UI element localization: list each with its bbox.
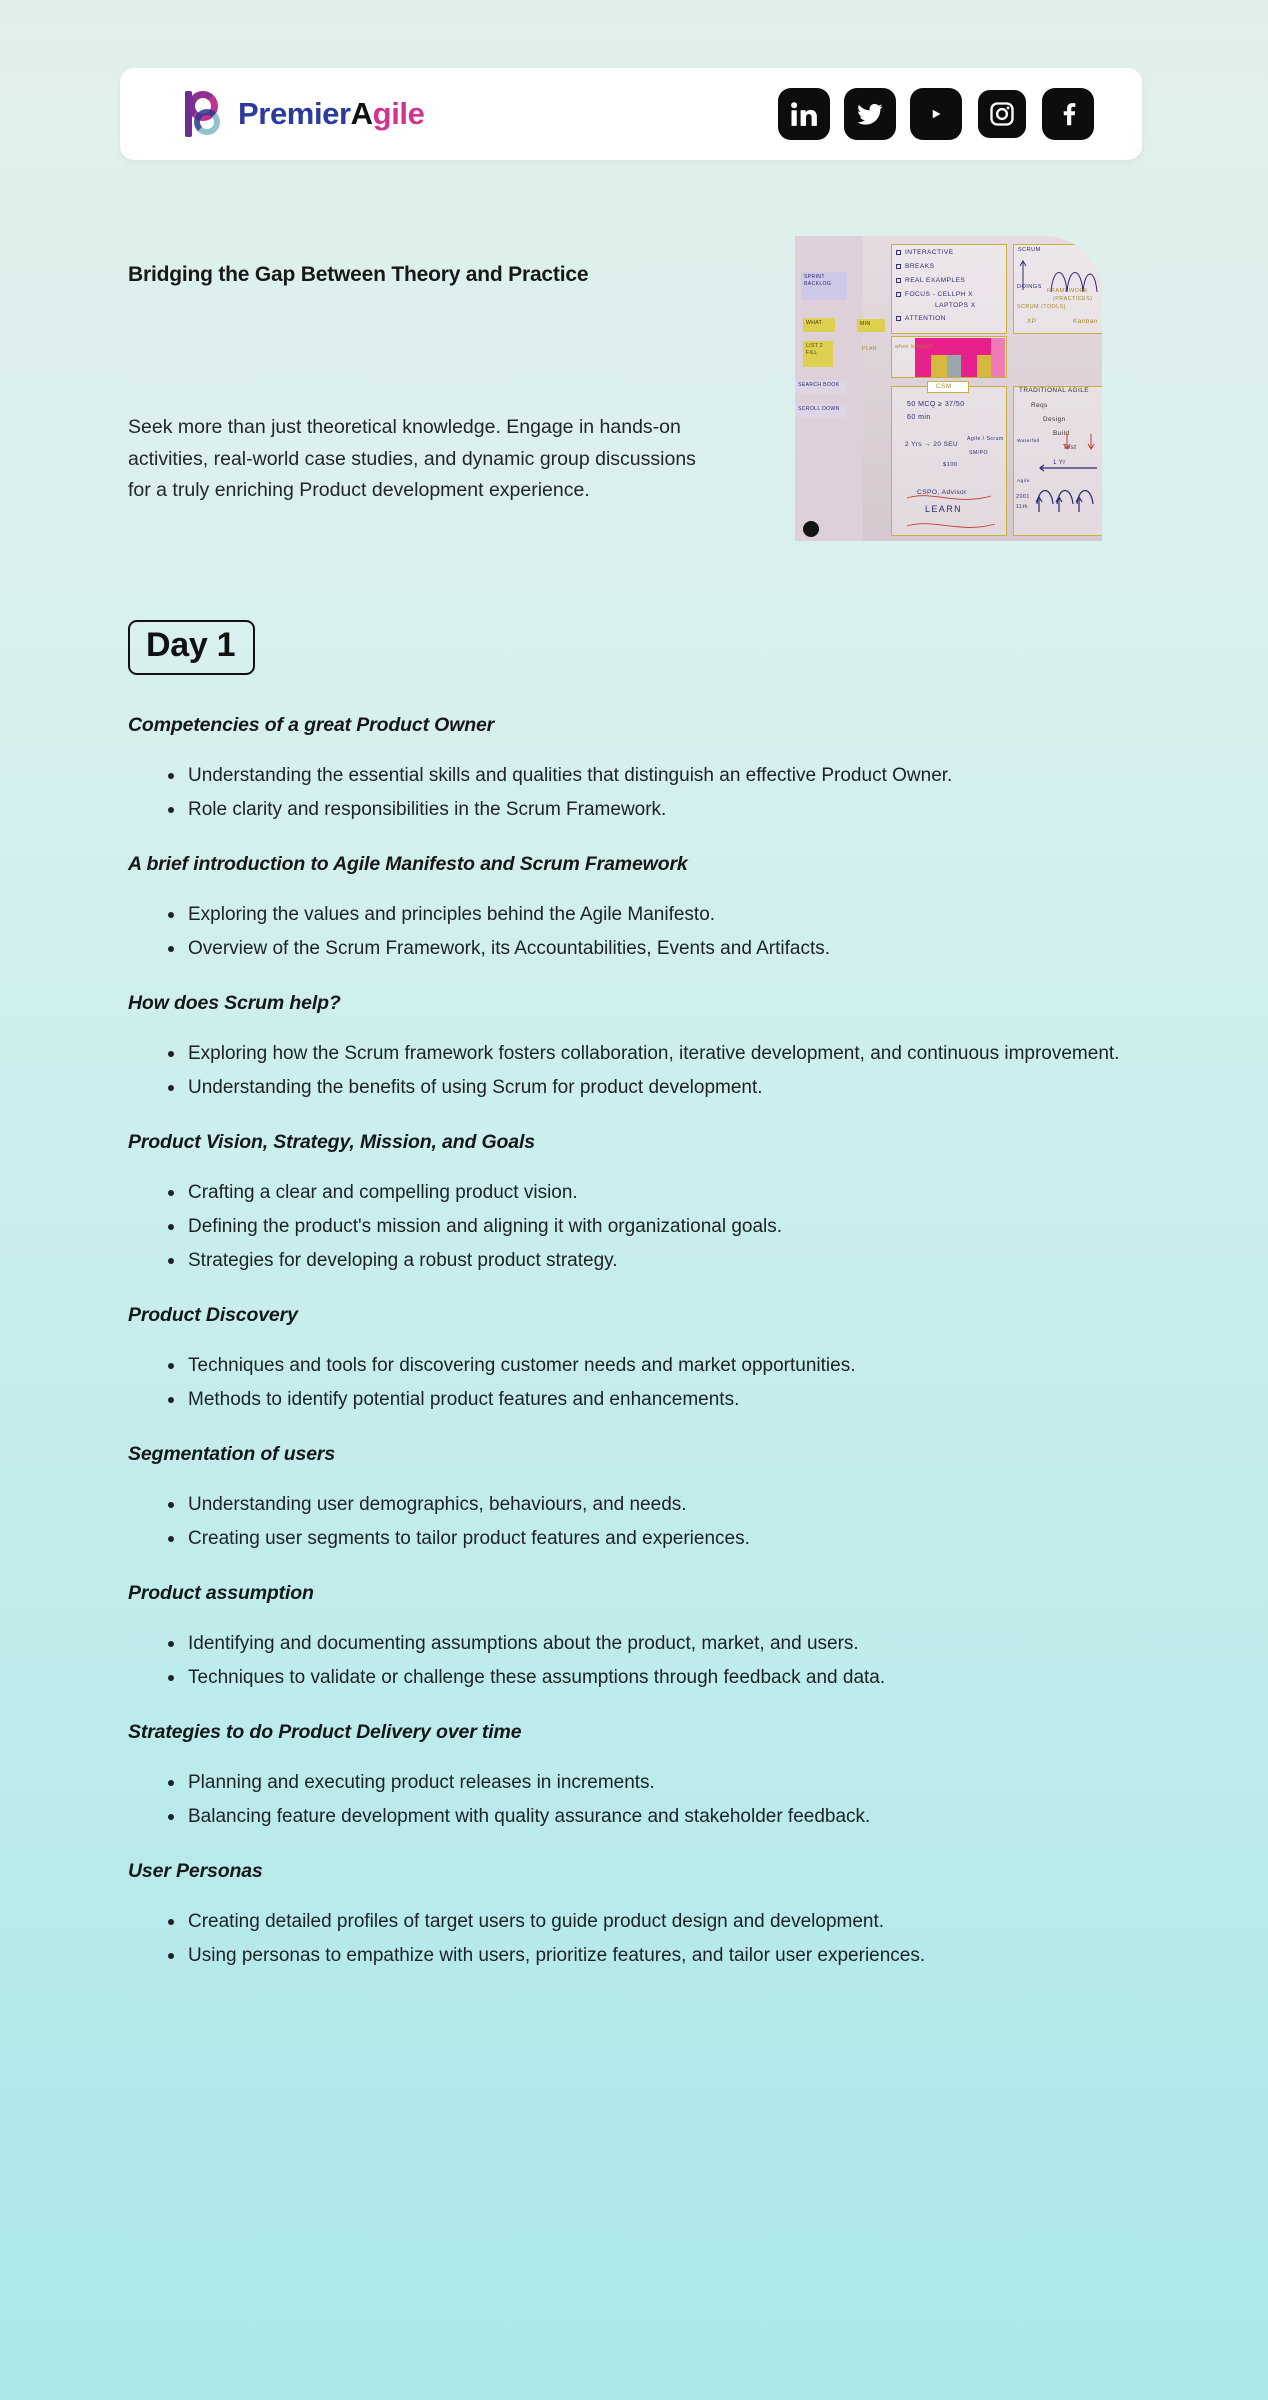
csm-line: SM/PO [969,450,988,456]
bullet-item: Understanding user demographics, behaviours, and needs. [166,1492,1140,1518]
panel-line: Waterfall [1017,439,1040,444]
section-heading: Strategies to do Product Delivery over time [128,1721,522,1744]
agenda-section [128,992,1140,1101]
header-bar [120,68,1142,160]
sticky-note: SEARCH BOOK [795,380,847,393]
panel-line: Agile [1017,479,1030,484]
brand-word-premier: Premier [238,96,351,131]
youtube-icon[interactable] [910,88,962,140]
bullet-item: Creating user segments to tailor product features and experiences. [166,1526,1140,1552]
bullet-item: Crafting a clear and compelling product vision. [166,1180,1140,1206]
intro-body: Seek more than just theoretical knowledge. Engage in hands-on activities, real-world case studies, and dynamic group discussions for a truly enriching Product development experience. [128,416,696,502]
checklist-item: ATTENTION [905,315,946,322]
sticky-note: MIN [857,319,885,332]
csm-line: 60 min [907,414,931,421]
panel-line: Reqs [1031,402,1048,409]
bullet-item: Creating detailed profiles of target users to guide product design and development. [166,1909,1140,1935]
section-heading: A brief introduction to Agile Manifesto and Scrum Framework [128,853,688,876]
panel-line: 2001 [1016,494,1030,500]
bullet-item: Defining the product's mission and aligning it with organizational goals. [166,1214,1140,1240]
bullet-item: Using personas to empathize with users, prioritize features, and tailor user experiences. [166,1943,1140,1969]
checklist-item: LAPTOPS X [935,302,976,309]
section-bullets [128,1353,1140,1413]
section-bullets [128,1041,1140,1101]
section-bullets [128,1180,1140,1274]
facebook-icon[interactable] [1042,88,1094,140]
checklist-item: BREAKS [905,263,935,270]
bullet-item: Planning and executing product releases in increments. [166,1770,1140,1796]
bullet-item: Identifying and documenting assumptions about the product, market, and users. [166,1631,1140,1657]
agenda-section [128,1721,1140,1830]
bullet-item: Strategies for developing a robust product strategy. [166,1248,1140,1274]
whiteboard-photo: SPRINT BACKLOG WHAT LIST 2 FILL SEARCH BOOK SCROLL DOWN MIN PLAN INTERACTIVE BREAKS REAL EXAMPLES FOCUS - CELLPH X LAPTOPS X ATTENTION when is Agile? SCRUM DOINGS FRAMEWORK (PRACTICES) SCRUM (TOOLS) XP Kanban CSM 50 MCQ ≥ 37/50 60 min 2 Yrs → 20 SEU Agile / Scrum SM/PO $100 CSPO, Advisor LEARN TRADITIONAL AGILE Reqs Design Build Test Waterfall 1 Yr Agile 2001 11th [795,236,1102,541]
brand-wordmark [238,96,424,132]
agenda-section [128,1582,1140,1691]
csm-line: Agile / Scrum [967,436,1004,442]
panel-label: SCRUM [1018,247,1041,253]
bullet-item: Role clarity and responsibilities in the Scrum Framework. [166,797,1140,823]
bullet-item: Balancing feature development with quality assurance and stakeholder feedback. [166,1804,1140,1830]
panel-label: XP [1027,318,1037,325]
bullet-item: Overview of the Scrum Framework, its Accountabilities, Events and Artifacts. [166,936,1140,962]
panel-line: Build [1053,430,1070,437]
bullet-item: Exploring how the Scrum framework fosters collaboration, iterative development, and continuous improvement. [166,1041,1140,1067]
section-heading: Competencies of a great Product Owner [128,714,495,736]
checklist-item: FOCUS - CELLPH X [905,291,974,298]
panel-label: SCRUM (TOOLS) [1017,304,1066,310]
instagram-icon[interactable] [976,88,1028,140]
bullet-item: Exploring the values and principles behind the Agile Manifesto. [166,902,1140,928]
intro-title: Bridging the Gap Between Theory and Practice [128,263,589,286]
section-bullets [128,1909,1140,1969]
csm-line: 2 Yrs → 20 SEU [905,441,959,448]
bullet-item: Methods to identify potential product features and enhancements. [166,1387,1140,1413]
agenda-section [128,853,1140,962]
section-heading: How does Scrum help? [128,992,341,1015]
panel-line: 11th [1016,504,1028,510]
bullet-item: Techniques and tools for discovering customer needs and market opportunities. [166,1353,1140,1379]
brand-letter-a: A [350,96,373,131]
linkedin-icon[interactable] [778,88,830,140]
twitter-icon[interactable] [844,88,896,140]
panel-label: FRAMEWORK [1047,288,1089,294]
bullet-item: Understanding the essential skills and qualities that distinguish an effective Product Owner. [166,763,1140,789]
section-bullets [128,902,1140,962]
sticky-note: LIST 2 FILL [803,341,833,367]
panel-label: (PRACTICES) [1053,296,1093,302]
agenda-list [0,714,1268,1999]
section-bullets [128,1770,1140,1830]
section-heading: Product Vision, Strategy, Mission, and Goals [128,1131,535,1154]
panel-title: TRADITIONAL AGILE [1019,387,1089,394]
csm-line: $100 [943,462,958,468]
csm-title: CSM [936,383,952,390]
brand-word-gile: gile [372,96,425,131]
bullet-item: Techniques to validate or challenge these assumptions through feedback and data. [166,1665,1140,1691]
checklist-item: INTERACTIVE [905,249,954,256]
agenda-section [128,714,1140,823]
panel-label: Kanban [1073,318,1098,325]
section-heading: Segmentation of users [128,1443,336,1466]
panel-label: DOINGS [1017,284,1042,290]
section-bullets [128,1631,1140,1691]
brand-logo[interactable] [182,89,424,139]
photo-corner-dot [803,521,819,537]
agenda-section [128,1131,1140,1274]
sticky-note: WHAT [803,318,835,332]
csm-line: CSPO, Advisor [917,489,967,496]
csm-line: 50 MCQ ≥ 37/50 [907,401,965,408]
social-links [778,88,1094,140]
csm-line: LEARN [925,504,963,514]
sticky-note: SCROLL DOWN [795,404,847,417]
day-badge: Day 1 [128,620,255,675]
sticky-note: SPRINT BACKLOG [801,272,847,300]
section-bullets [128,1492,1140,1552]
agenda-section [128,1304,1140,1413]
panel-line: 1 Yr [1053,460,1066,466]
agenda-section [128,1443,1140,1552]
panel-line: Test [1063,444,1077,451]
section-bullets [128,763,1140,823]
checklist-item: REAL EXAMPLES [905,277,966,284]
bullet-item: Understanding the benefits of using Scrum for product development. [166,1075,1140,1101]
section-heading: Product assumption [128,1582,314,1605]
premieragile-mark-icon [182,89,228,139]
panel-line: Design [1043,416,1066,423]
agenda-section [128,1860,1140,1969]
section-heading: Product Discovery [128,1304,298,1327]
sticky-note: PLAN [862,346,877,352]
section-heading: User Personas [128,1860,263,1883]
